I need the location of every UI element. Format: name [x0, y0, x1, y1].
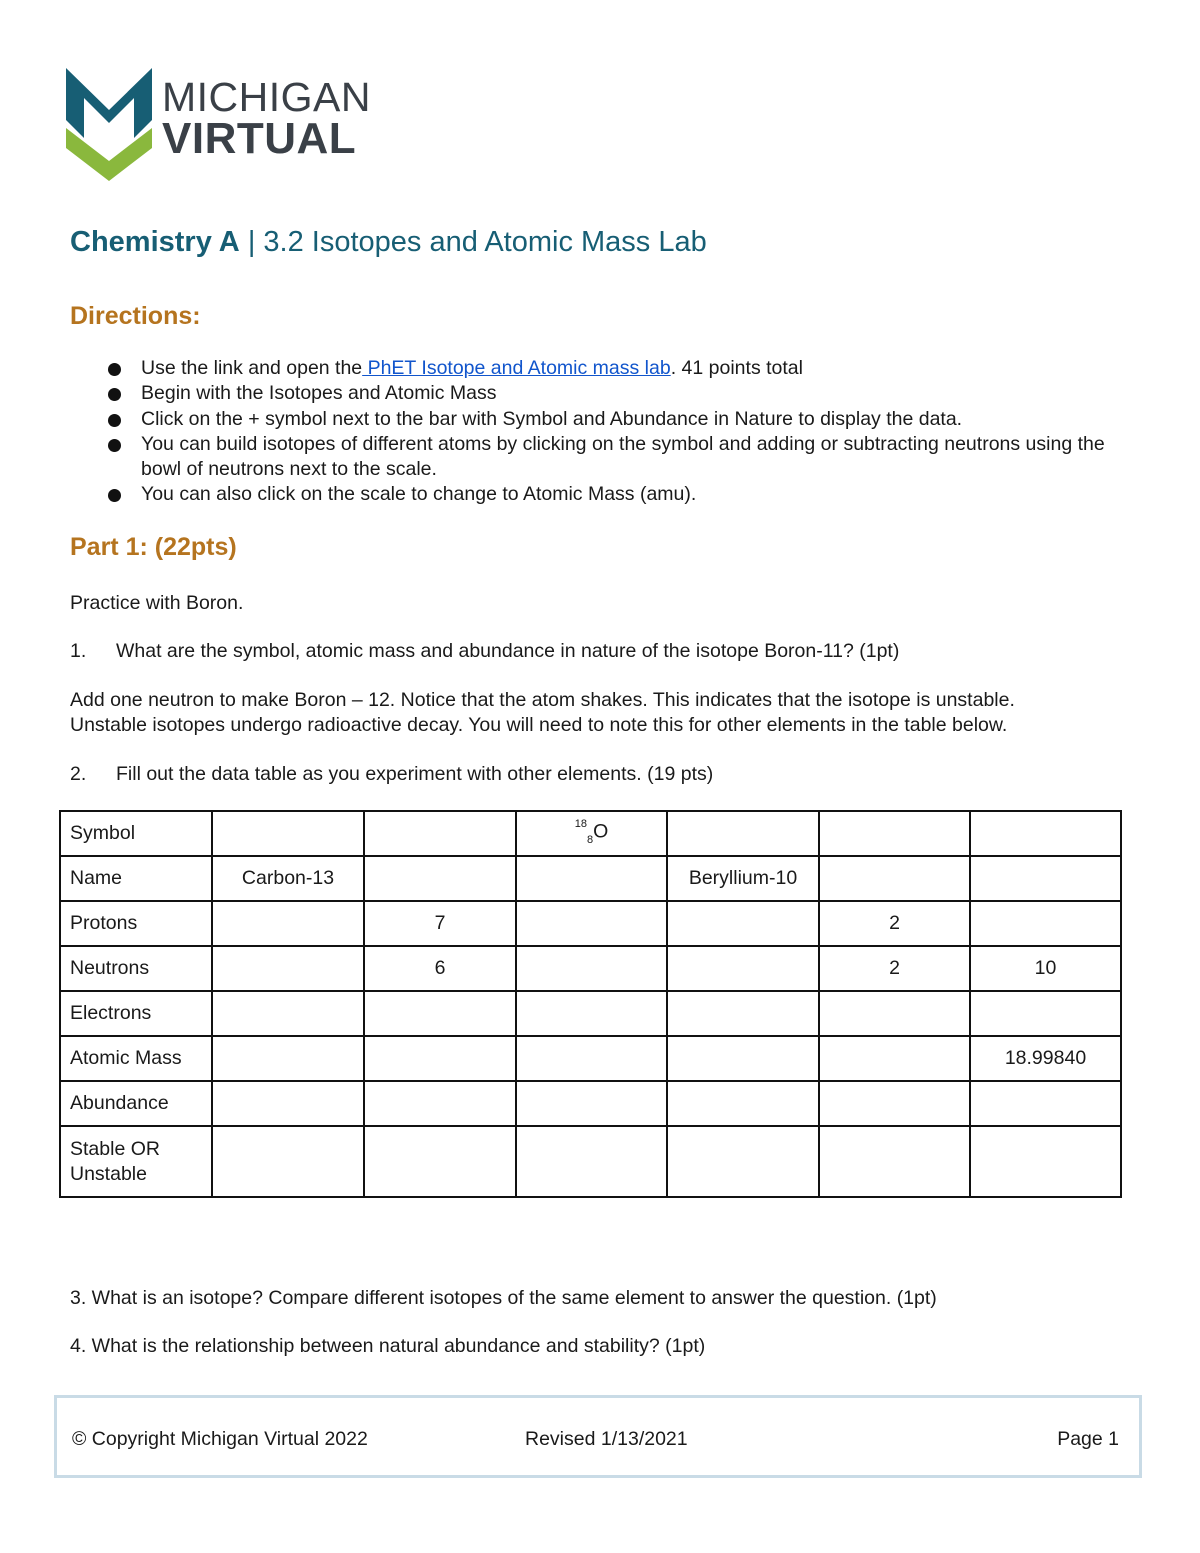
table-cell[interactable] [212, 946, 364, 991]
table-cell[interactable]: 7 [364, 901, 516, 946]
table-cell[interactable] [819, 856, 970, 901]
row-label: Electrons [60, 991, 212, 1036]
title-separator: | [239, 226, 264, 258]
logo-text-michigan: MICHIGAN [162, 74, 371, 120]
table-cell[interactable] [970, 1126, 1121, 1197]
list-item-text: You can build isotopes of different atoms by clicking on the symbol and adding or subtracting neutrons using the bowl of neutrons next to the scale. [141, 432, 1105, 481]
practice-text: Practice with Boron. [70, 592, 244, 614]
bullet-icon [108, 388, 121, 401]
table-cell[interactable] [212, 991, 364, 1036]
table-cell[interactable] [819, 1036, 970, 1081]
page-title [70, 226, 707, 259]
table-cell[interactable] [667, 1081, 819, 1126]
phet-lab-link[interactable]: PhET Isotope and Atomic mass lab [362, 357, 671, 379]
list-item-text: You can also click on the scale to change to Atomic Mass (amu). [141, 483, 697, 506]
list-item [108, 407, 1138, 432]
row-label: Stable OR Unstable [60, 1126, 212, 1197]
list-item-text: Use the link and open the [141, 357, 363, 379]
question-3: 3. What is an isotope? Compare different isotopes of the same element to answer the question. (1pt) [70, 1287, 937, 1309]
table-cell[interactable] [819, 811, 970, 856]
part1-heading: Part 1: (22pts) [70, 533, 237, 561]
row-label: Abundance [60, 1081, 212, 1126]
mass-number: 18 [574, 817, 587, 830]
table-cell[interactable]: 6 [364, 946, 516, 991]
course-name: Chemistry A [70, 226, 240, 258]
table-cell[interactable] [819, 1081, 970, 1126]
isotope-symbol [575, 815, 609, 852]
table-cell[interactable] [364, 1081, 516, 1126]
table-cell[interactable] [516, 991, 667, 1036]
table-cell[interactable] [667, 1036, 819, 1081]
list-item [108, 381, 1138, 406]
table-cell-oxygen-symbol [516, 811, 667, 856]
table-cell[interactable] [212, 1036, 364, 1081]
table-row [60, 856, 1121, 901]
table-cell[interactable] [364, 1126, 516, 1197]
page-footer [54, 1395, 1142, 1478]
table-cell[interactable] [212, 1126, 364, 1197]
table-cell[interactable] [364, 991, 516, 1036]
table-row [60, 1036, 1121, 1081]
row-label: Neutrons [60, 946, 212, 991]
isotope-data-table [59, 810, 1122, 1198]
list-item-text: Begin with the Isotopes and Atomic Mass [141, 382, 497, 405]
logo-mark-icon [66, 68, 152, 181]
table-cell[interactable] [364, 811, 516, 856]
list-item-text: Click on the + symbol next to the bar with Symbol and Abundance in Nature to display the data. [141, 407, 963, 430]
michigan-virtual-logo [66, 68, 371, 183]
instability-note [70, 688, 1015, 739]
element-symbol: O [593, 820, 609, 843]
table-cell[interactable] [970, 1081, 1121, 1126]
logo-text-virtual: VIRTUAL [162, 114, 357, 163]
table-cell[interactable] [516, 1036, 667, 1081]
page-number: Page 1 [1057, 1428, 1119, 1450]
bullet-icon [108, 414, 121, 427]
note-line: Unstable isotopes undergo radioactive decay. You will need to note this for other elements in the table below. [70, 714, 1008, 737]
table-cell[interactable]: 10 [970, 946, 1121, 991]
table-row [60, 901, 1121, 946]
question-4: 4. What is the relationship between natural abundance and stability? (1pt) [70, 1335, 706, 1357]
question-number: 2. [70, 763, 87, 785]
list-item [108, 432, 1138, 483]
table-cell[interactable] [516, 946, 667, 991]
table-cell[interactable] [970, 991, 1121, 1036]
table-cell[interactable] [970, 856, 1121, 901]
note-line: Add one neutron to make Boron – 12. Notice that the atom shakes. This indicates that the isotope is unstable. [70, 689, 1015, 711]
table-cell[interactable]: 2 [819, 901, 970, 946]
table-cell[interactable] [212, 1081, 364, 1126]
table-row [60, 811, 1121, 856]
question-1 [70, 639, 899, 664]
table-cell[interactable] [819, 1126, 970, 1197]
bullet-icon [108, 489, 121, 502]
table-cell[interactable] [364, 856, 516, 901]
atomic-number: 8 [586, 834, 594, 847]
directions-heading: Directions: [70, 302, 201, 330]
table-cell[interactable] [364, 1036, 516, 1081]
table-cell[interactable] [667, 946, 819, 991]
table-cell[interactable] [516, 856, 667, 901]
table-cell[interactable]: Carbon-13 [212, 856, 364, 901]
table-cell[interactable] [667, 1126, 819, 1197]
table-cell[interactable] [667, 811, 819, 856]
table-cell[interactable] [212, 811, 364, 856]
bullet-icon [108, 439, 121, 452]
table-cell[interactable] [970, 811, 1121, 856]
row-label: Atomic Mass [60, 1036, 212, 1081]
question-text: What are the symbol, atomic mass and abundance in nature of the isotope Boron-11? (1pt) [116, 640, 900, 662]
table-cell[interactable] [667, 991, 819, 1036]
table-row [60, 991, 1121, 1036]
table-cell[interactable] [970, 901, 1121, 946]
table-row [60, 946, 1121, 991]
table-cell[interactable]: 18.99840 [970, 1036, 1121, 1081]
table-row [60, 1126, 1121, 1197]
table-cell[interactable] [516, 1126, 667, 1197]
row-label: Name [60, 856, 212, 901]
bullet-icon [108, 363, 121, 376]
table-cell[interactable] [516, 1081, 667, 1126]
table-cell[interactable]: 2 [819, 946, 970, 991]
table-row [60, 1081, 1121, 1126]
copyright-text: © Copyright Michigan Virtual 2022 [72, 1428, 368, 1450]
list-item [108, 482, 1138, 507]
table-cell[interactable] [516, 901, 667, 946]
directions-list [108, 356, 1138, 508]
row-label: Protons [60, 901, 212, 946]
table-cell[interactable]: Beryllium-10 [667, 856, 819, 901]
lesson-name: 3.2 Isotopes and Atomic Mass Lab [263, 226, 707, 258]
list-item [108, 356, 1138, 381]
question-text: Fill out the data table as you experiment with other elements. (19 pts) [116, 763, 714, 785]
question-number: 1. [70, 640, 87, 662]
list-item-text: . 41 points total [670, 357, 803, 379]
table-cell[interactable] [667, 901, 819, 946]
row-label: Symbol [60, 811, 212, 856]
table-cell[interactable] [819, 991, 970, 1036]
table-cell[interactable] [212, 901, 364, 946]
question-2 [70, 762, 713, 787]
revised-date: Revised 1/13/2021 [525, 1428, 688, 1450]
